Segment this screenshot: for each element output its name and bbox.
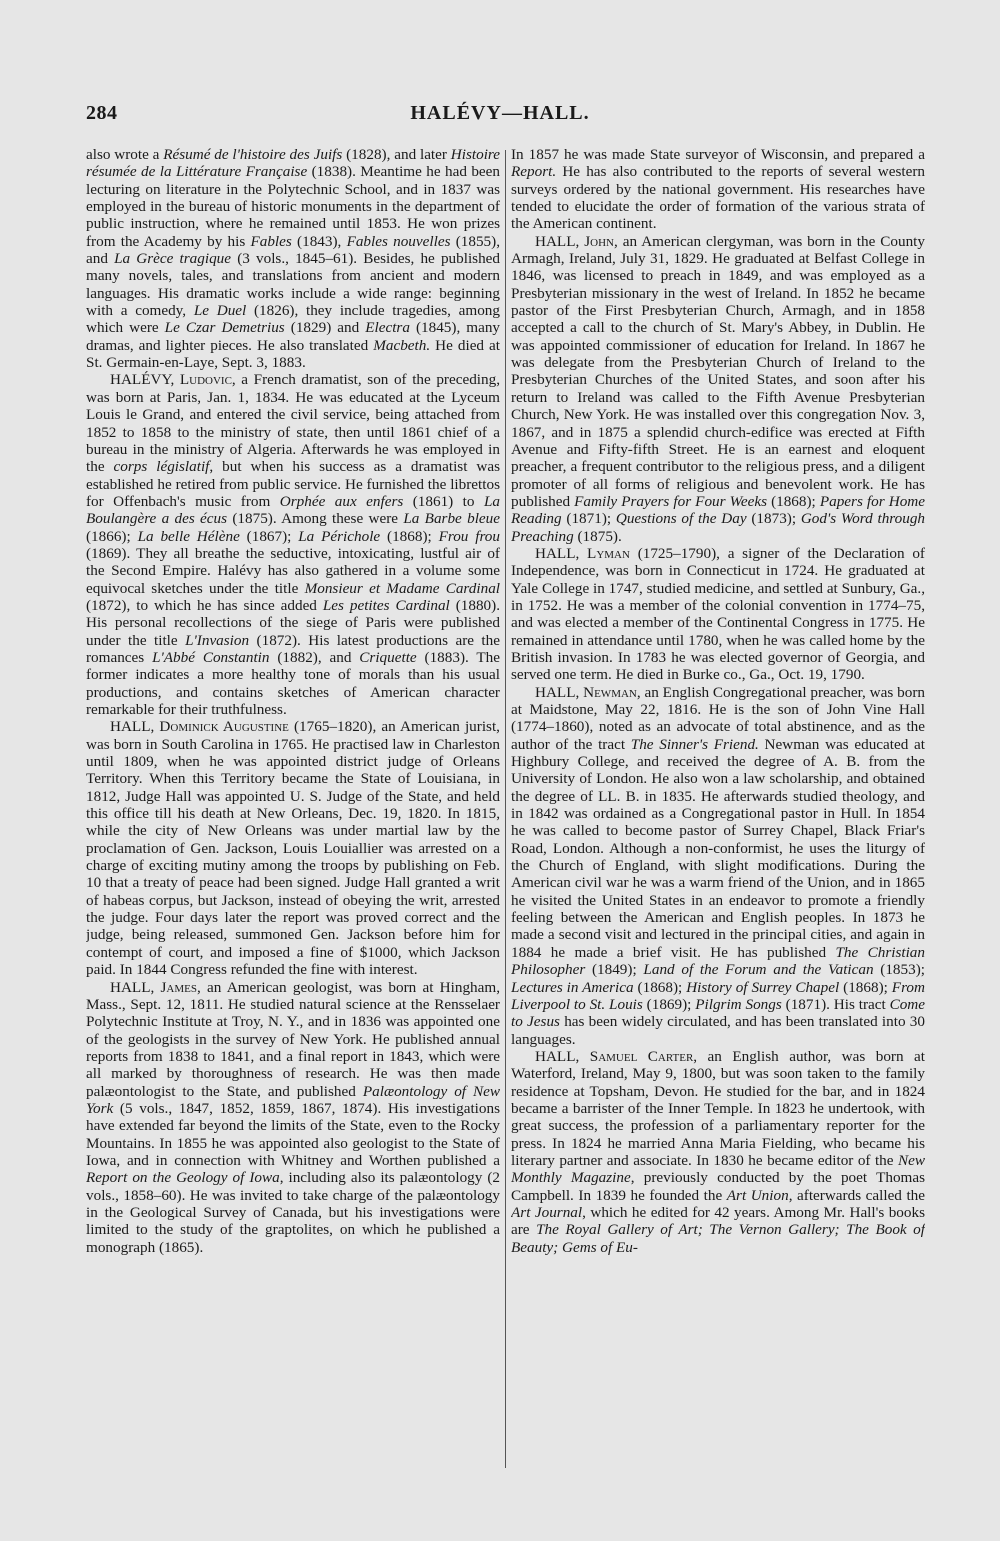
italic-title: La belle Hélène (137, 527, 240, 545)
italic-title: Macbeth. (373, 336, 431, 354)
text-run: (1826), they include tragedies, among which were (86, 302, 500, 337)
text-run: , but when his success as a dramatist was established he retired from public service. He furnished the librettos for Offenbach's music from (86, 458, 500, 510)
text-run: , which he edited for 42 years. Among Mr. Hall's books are (511, 1203, 925, 1239)
text-run: (1872), to which he has since added (86, 596, 323, 614)
italic-title: Histoire résumée de la Littérature Française (86, 146, 500, 181)
italic-title: History of Surrey Chapel (686, 978, 840, 996)
text-run: , afterwards called the (788, 1186, 925, 1204)
italic-title: From Liverpool to St. Louis (511, 978, 925, 1013)
italic-title: Land of the Forum and the Vatican (643, 961, 874, 979)
italic-title: corps législatif (113, 458, 210, 476)
italic-title: La Barbe bleue (403, 510, 500, 528)
italic-title: Pilgrim Songs (695, 995, 782, 1013)
italic-title: Family Prayers for Four Weeks (574, 492, 767, 510)
text-run: (1849); (585, 961, 644, 979)
text-run: (1872). His latest productions are the romances (86, 631, 500, 666)
article-entry (86, 979, 500, 1257)
article-entry (86, 371, 500, 718)
text-run: (1855), and (86, 232, 500, 268)
column-divider (505, 150, 506, 1468)
italic-title: The Sinner's Friend. (630, 735, 759, 753)
text-run: (1868); (633, 978, 687, 996)
running-head: HALÉVY—HALL. (410, 102, 590, 124)
text-run: (1882), and (269, 648, 360, 666)
text-run: also wrote a (86, 146, 164, 163)
article-entry (511, 1048, 925, 1256)
italic-title: Orphée aux enfers (279, 492, 404, 510)
headword-name: John (584, 232, 614, 250)
italic-title: Papers for Home Reading (511, 492, 925, 528)
italic-title: Come to Jesus (511, 995, 925, 1031)
text-run: (1838). Meantime he had been lecturing on literature in the Polytechnic School, and in 1837 was employed in the bureau of historic monuments in the department of public instruction, where he remained until 1853. He won prizes from the Academy by his (86, 163, 500, 250)
text-run: He died at St. Germain-en-Laye, Sept. 3, 1883. (86, 336, 500, 372)
italic-title: New Monthly Magazine (511, 1151, 925, 1187)
text-run: (1875). Among these were (227, 510, 404, 528)
italic-title: Lectures in America (511, 978, 634, 996)
text-run: (1829) and (284, 319, 366, 337)
article-continuation (86, 146, 500, 371)
italic-title: Monsieur et Madame Cardinal (304, 579, 500, 597)
page-number: 284 (86, 102, 118, 124)
text-run: (1869); (642, 995, 696, 1013)
page-header (86, 102, 914, 132)
italic-title: Criquette (359, 648, 417, 666)
italic-title: The Christian Philosopher (511, 943, 925, 979)
italic-title: La Périchole (298, 527, 381, 545)
text-run: (1828), and later (342, 146, 451, 163)
italic-title: Résumé de l'histoire des Juifs (163, 146, 343, 163)
text-run: (1845), many dramas, and lighter pieces. He also translated (86, 319, 500, 354)
text-run: (1875). (573, 527, 622, 545)
italic-title: L'Abbé Constantin (152, 648, 270, 666)
text-run: HALL, (535, 232, 585, 250)
left-column (86, 146, 500, 1466)
italic-title: L'Invasion (185, 631, 250, 649)
text-run: , an American geologist, was born at Hingham, Mass., Sept. 12, 1811. He studied natural science at the Rensselaer Polytechnic Institute at Troy, N. Y., and in 1836 was appointed one of the geologists in the survey of New York. He published annual reports from 1838 to 1841, and a final report in 1843, which were all marked by thoroughness of research. He was then made palæontologist to the State, and published (86, 978, 500, 1100)
article-entry (511, 233, 925, 545)
text-run: has been widely circulated, and has been translated into 30 languages. (511, 1013, 925, 1048)
italic-title: Report on the Geology of Iowa (86, 1169, 280, 1187)
headword-name: Dominick Augustine (159, 718, 289, 736)
headword-name: Lyman (587, 544, 630, 562)
text-run: (1853); (873, 961, 925, 979)
text-run: HALL, (110, 978, 161, 996)
text-run: (1861) to (403, 492, 484, 510)
italic-title: Palæontology of New York (86, 1082, 500, 1117)
headword-name: James (160, 978, 197, 996)
text-run: , previously conducted by the poet Thomas Campbell. In 1839 he founded the (511, 1169, 925, 1204)
article-entry (511, 545, 925, 684)
text-run: In 1857 he was made State surveyor of Wisconsin, and prepared a (511, 146, 925, 163)
text-run: (1867); (239, 527, 299, 545)
text-run: (1868); (380, 527, 439, 545)
italic-title: Report. (511, 163, 557, 181)
italic-title: Le Czar Demetrius (164, 319, 285, 337)
text-run: Newman was educated at Highbury College, and received the degree of A. B. from the University of London. He also won a law scholarship, and obtained the degree of LL. B. in 1835. He afterwards studied theology, and in 1842 was ordained as a Congregational pastor in Hull. In 1854 he was called to become pastor of Surrey Chapel, Black Friar's Road, London. Although a non-conformist, he uses the liturgy of the Church of England, with slight modifications. During the American civil war he was a warm friend of the Union, and in 1865 he visited the United States in an endeavor to promote a friendly feeling between the American and English peoples. In 1873 he made a second visit and lectured in the principal cities, and again in 1884 he made a brief visit. He has published (511, 735, 925, 961)
text-run: , a French dramatist, son of the preceding, was born at Paris, Jan. 1, 1834. He was educated at the Lyceum Louis le Grand, and entered the civil service, being attached from 1852 to 1858 to the ministry of state, then until 1861 chief of a bureau in the ministry of Algeria. Afterwards he was employed in the (86, 371, 500, 476)
text-run: (1871); (561, 510, 616, 528)
article-continuation (511, 146, 925, 233)
italic-title: Questions of the Day (615, 510, 747, 528)
text-run: (1871). His tract (781, 995, 890, 1013)
text-run: (1843), (291, 232, 347, 250)
text-run: (1868); (839, 978, 892, 996)
text-run: (1883). The former indicates a more healthy tone of morals than his usual productions, and contains sketches of American character remarkable for their truthfulness. (86, 648, 500, 718)
text-run: He has also contributed to the reports of several western surveys ordered by the national government. His researches have tended to elucidate the order of formation of the various strata of the American continent. (511, 163, 925, 233)
headword-name: Ludovic (179, 371, 232, 389)
italic-title: Les petites Cardinal (322, 596, 450, 614)
text-run: (1869). They all breathe the seductive, intoxicating, lustful air of the Second Empire. Halévy has also gathered in a volume some equivocal sketches under the title (86, 544, 500, 597)
text-run: HALL, (535, 1047, 590, 1065)
article-entry (511, 684, 925, 1048)
text-run: (3 vols., 1845–61). Besides, he published many novels, tales, and translations from ancient and modern languages. His dramatic works include a wide range: beginning with a comedy, (86, 250, 500, 320)
text-run: HALL, (535, 544, 588, 562)
italic-title: Le Duel (193, 302, 247, 320)
text-run: (1868); (767, 492, 820, 510)
text-run: (5 vols., 1847, 1852, 1859, 1867, 1874). His investigations have extended far beyond the limits of the State, even to the Rocky Mountains. In 1855 he was appointed also geologist to the State of Iowa, and in connection with Whitney and Worthen published a (86, 1099, 500, 1169)
text-run: HALL, (535, 683, 584, 701)
italic-title: Art Union (726, 1186, 789, 1204)
text-run: (1880). His personal recollections of the siege of Paris were published under the title (86, 596, 500, 649)
text-run: HALL, (110, 718, 160, 736)
text-run: (1873); (746, 510, 801, 528)
text-run: , an English author, was born at Waterford, Ireland, May 9, 1800, but was soon taken to the family residence at Topsham, Devon. He studied for the bar, and in 1824 became a barrister of the Inner Temple. In 1823 he undertook, with great success, the profession of a parliamentary reporter for the press. In 1824 he married Anna Maria Fielding, who became his literary partner and associate. In 1830 he became editor of the (511, 1047, 925, 1169)
italic-title: Frou frou (438, 527, 500, 545)
italic-title: Fables nouvelles (346, 232, 451, 250)
text-run: , an English Congregational preacher, was born at Maidstone, May 22, 1816. He is the son of John Vine Hall (1774–1860), noted as an advocate of total abstinence, and as the author of the tract (511, 683, 925, 753)
italic-title: The Royal Gallery of Art; The Vernon Gallery; The Book of Beauty; Gems of Eu- (511, 1221, 925, 1256)
italic-title: Electra (365, 319, 410, 337)
text-run: (1765–1820), an American jurist, was born in South Carolina in 1765. He practised law in Charleston until 1809, when he was appointed district judge of Orleans Territory. When this Territory became the State of Louisiana, in 1812, Judge Hall was appointed U. S. Judge of the State, and held this office till his death at New Orleans, Dec. 19, 1820. In 1815, while the city of New Orleans was under martial law by the proclamation of Gen. Jackson, Louis Louiallier was arrested on a charge of exciting mutiny among the troops by publishing on Feb. 10 that a treaty of peace had been signed. Judge Hall granted a writ of habeas corpus, but Jackson, instead of obeying the writ, arrested the judge. Four days later the report was proved correct and the judge, being released, summoned Gen. Jackson before him for contempt of court, and imposed a fine of $1000, which Jackson paid. In 1844 Congress refunded the fine with interest. (86, 718, 500, 979)
text-run: (1725–1790), a signer of the Declaration of Independence, was born in Connecticut in 1724. He graduated at Yale College in 1747, studied medicine, and settled at Sunbury, Ga., in 1752. He was a member of the colonial convention in 1774–75, and was elected a member of the Continental Congress in 1775. He remained in attendance until 1780, when he was called home by the British invasion. In 1783 he was elected governor of Georgia, and served one term. He died in Burke co., Ga., Oct. 19, 1790. (511, 544, 925, 684)
italic-title: La Grèce tragique (114, 250, 232, 268)
article-entry (86, 718, 500, 978)
italic-title: God's Word through Preaching (511, 510, 925, 545)
headword-name: Newman (583, 683, 637, 701)
text-run: , including also its palæontology (2 vols., 1858–60). He was invited to take charge of the palæontology in the Geological Survey of Canada, but his investigations were limited to the study of the graptolites, on which he published a monograph (1865). (86, 1169, 500, 1256)
text-run: HALÉVY, (110, 371, 180, 389)
italic-title: Art Journal (511, 1203, 583, 1221)
text-run: , an American clergyman, was born in the County Armagh, Ireland, July 31, 1829. He graduated at Belfast College in 1846, was licensed to preach in 1849, and was employed as a Presbyterian missionary in the west of Ireland. In 1852 he became pastor of the First Presbyterian Church, Armagh, and in 1858 accepted a call to the church of St. Mary's Abbey, in Dublin. He was appointed commissioner of education for Ireland. In 1867 he was delegate from the Presbyterian Church of Ireland to the Presbyterian Churches of the United States, and soon after his return to Ireland was called to the Fifth Avenue Presbyterian Church, New York. He was installed over this congregation Nov. 3, 1867, and in 1875 a splendid church-edifice was erected at Fifth Avenue and Fifty-fifth Street. He is an earnest and eloquent preacher, a frequent contributor to the religious press, and a diligent promoter of all forms of religious and benevolent work. He has published (511, 232, 925, 510)
italic-title: Fables (250, 232, 292, 250)
italic-title: La Boulangère a des écus (86, 492, 500, 528)
headword-name: Samuel Carter (589, 1047, 694, 1065)
right-column (511, 146, 925, 1466)
text-columns (86, 146, 925, 1471)
text-run: (1866); (86, 527, 138, 545)
